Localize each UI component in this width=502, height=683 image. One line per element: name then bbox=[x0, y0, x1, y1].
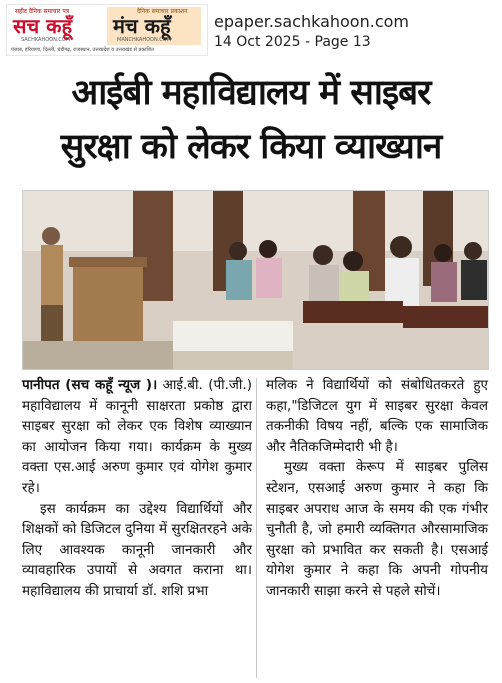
logo-url-2: MANCHKAHOON.COM bbox=[117, 37, 172, 43]
article-column-right bbox=[266, 375, 488, 602]
logo-title: सच कहूँ bbox=[13, 14, 73, 38]
logo-tagline: सहीद दैनिक समाचार पत्र bbox=[15, 8, 70, 15]
article-paragraph-3: मलिक ने विद्यार्थियों को संबोधितकरते हुए कहा,"डिजिटल युग में साइबर सुरक्षा केवल तकनीकी विषय नहीं, बल्कि एक सामाजिक और नैतिकजिम्मेदारी भी है। bbox=[266, 377, 488, 455]
article-paragraph-2: इस कार्यक्रम का उद्देश्य विद्यार्थियों और शिक्षकों को डिजिटल दुनिया में सुरक्षितरहने अके लिए आवश्यक कानूनी जानकारी और व्यावहारिक उपायों से अवगत कराना था। महाविद्यालय की प्राचार्या डॉ. शशि प्रभा bbox=[22, 500, 252, 599]
headline-line-2: सुरक्षा को लेकर किया व्याख्यान bbox=[60, 127, 442, 167]
lecture-photo-illustration bbox=[23, 191, 488, 369]
epaper-url[interactable]: epaper.sachkahoon.com bbox=[214, 12, 409, 31]
article-headline bbox=[20, 66, 482, 174]
sachkahoon-logo bbox=[13, 7, 103, 43]
epaper-date-page: 14 Oct 2025 - Page 13 bbox=[214, 34, 371, 50]
epaper-header bbox=[0, 0, 502, 60]
article-photo bbox=[22, 190, 489, 370]
logo-title-2: मंच कहूँ bbox=[113, 14, 171, 38]
article-paragraph-4: मुख्य वक्ता केरूप में साइबर पुलिस स्टेशन, एसआई अरुण कुमार ने कहा कि साइबर अपराध आज के समय की एक गंभीर चुनौती है, जो हमारी व्यक्तिगत औरसामाजिक सुरक्षा को प्रभावित कर सकती है। एसआई योगेश कुमार ने कहा कि अपनी गोपनीय जानकारी साझा करने से पहले सोचें। bbox=[266, 459, 488, 599]
article-column-left bbox=[22, 375, 252, 602]
column-divider bbox=[256, 378, 257, 678]
logo-url: SACHKAHOON.COM bbox=[21, 37, 71, 43]
logo-tagline-2: दैनिक समाचार प्रकाशन bbox=[137, 8, 188, 15]
article-byline: पानीपत (सच कहूँ न्यूज )। bbox=[22, 377, 158, 393]
article-paragraph-1: आई.बी. (पी.जी.) महाविद्यालय में कानूनी साक्षरता प्रकोष्ठ द्वारा साइबर सुरक्षा को लेकर एक विशेष व्याख्यान का आयोजन किया गया। कार्यक्रम के मुख्य वक्ता एस.आई अरुण कुमार एवं योगेश कुमार रहे। bbox=[22, 377, 252, 496]
manchkahoon-logo bbox=[107, 7, 201, 43]
newspaper-logo[interactable] bbox=[6, 4, 208, 56]
headline-line-1: आईबी महाविद्यालय में साइबर bbox=[71, 73, 431, 113]
edition-line: पंजाब, हरियाणा, दिल्ली, चंडीगढ़, राजस्थान, उत्तरप्रदेश व उत्तराखंड से प्रकाशित bbox=[11, 47, 155, 53]
